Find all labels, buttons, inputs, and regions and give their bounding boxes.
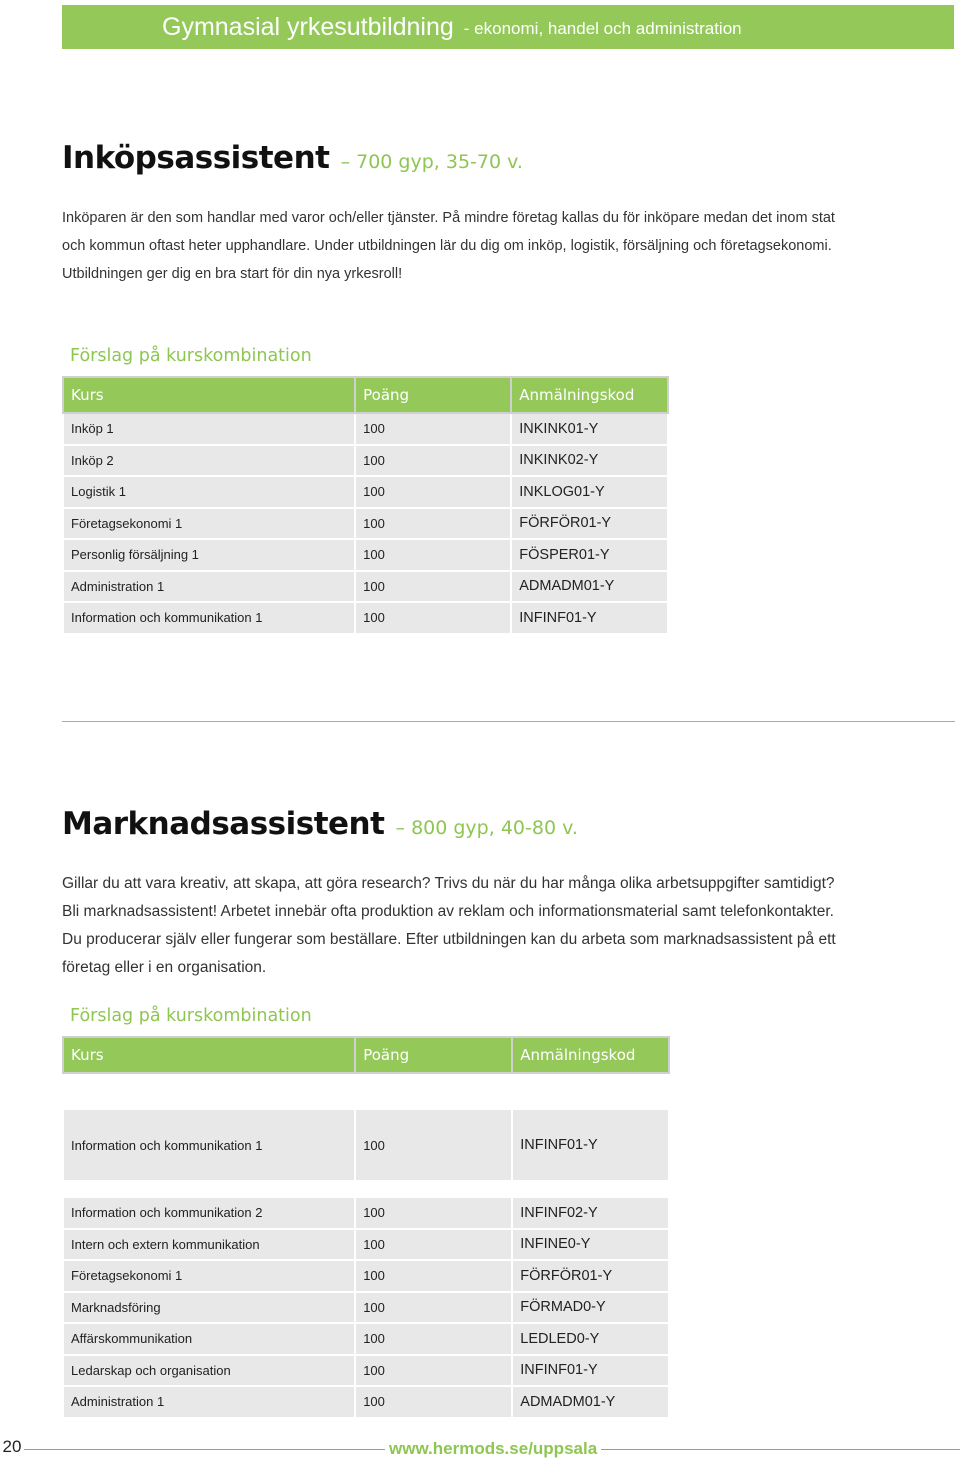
table-row [63, 445, 668, 477]
course-name: Marknadsföring [63, 1292, 355, 1324]
course-code: LEDLED0-Y [512, 1323, 669, 1355]
section-meta: – 800 gyp, 40-80 v. [395, 817, 578, 839]
description-line: Inköparen är den som handlar med varor och/eller tjänster. På mindre företag kallas du för inköpare medan det inom stat [62, 210, 835, 226]
table-row [63, 1292, 669, 1324]
table-row [63, 1323, 669, 1355]
description-line: Bli marknadsassistent! Arbetet innebär ofta produktion av reklam och informationsmaterial samt telefonkontakter. [62, 903, 834, 920]
description-line: Utbildningen ger dig en bra start för din nya yrkesroll! [62, 266, 403, 282]
course-code: FÖRMAD0-Y [512, 1292, 669, 1324]
section-meta: – 700 gyp, 35-70 v. [340, 151, 523, 173]
banner-subtitle: - ekonomi, handel och administration [463, 19, 742, 38]
table-row [63, 1197, 669, 1229]
table-spacer-row [63, 1073, 669, 1109]
course-table-inkopsassistent [62, 376, 669, 635]
course-code: INFINF01-Y [511, 602, 668, 634]
course-points: 100 [355, 413, 511, 445]
section-divider [62, 721, 955, 722]
table-row [63, 602, 668, 634]
course-table-marknadsassistent [62, 1036, 670, 1419]
course-code: ADMADM01-Y [512, 1386, 669, 1418]
course-points: 100 [355, 1323, 512, 1355]
footer-website-link[interactable]: www.hermods.se/uppsala [385, 1439, 601, 1459]
course-code: INFINF01-Y [512, 1355, 669, 1387]
course-points: 100 [355, 571, 511, 603]
table-row [63, 1355, 669, 1387]
course-points: 100 [355, 1260, 512, 1292]
course-code: INFINF02-Y [512, 1197, 669, 1229]
course-code: INKINK01-Y [511, 413, 668, 445]
spacer-cell [512, 1073, 669, 1109]
table-row [63, 413, 668, 445]
course-code: ADMADM01-Y [511, 571, 668, 603]
header-banner [62, 5, 954, 49]
course-code: INFINE0-Y [512, 1229, 669, 1261]
course-name: Affärskommunikation [63, 1323, 355, 1355]
table-header-row [63, 377, 668, 413]
table-row [63, 1386, 669, 1418]
description-line: Gillar du att vara kreativ, att skapa, att göra research? Trivs du när du har många olika arbetsuppgifter samtidigt? [62, 875, 835, 892]
course-code: FÖSPER01-Y [511, 539, 668, 571]
course-points: 100 [355, 1109, 512, 1181]
spacer-cell [355, 1073, 512, 1109]
section-title-inkopsassistent [62, 140, 523, 176]
course-suggestion-heading: Förslag på kurskombination [70, 1006, 312, 1026]
course-name: Intern och extern kommunikation [63, 1229, 355, 1261]
course-points: 100 [355, 508, 511, 540]
spacer-cell [63, 1073, 355, 1109]
spacer-cell [63, 1181, 355, 1197]
table-row [63, 571, 668, 603]
page-number: 20 [2, 1437, 22, 1456]
course-name: Information och kommunikation 1 [63, 602, 355, 634]
course-name: Inköp 1 [63, 413, 355, 445]
course-code: FÖRFÖR01-Y [512, 1260, 669, 1292]
course-name: Företagsekonomi 1 [63, 1260, 355, 1292]
course-code: INKLOG01-Y [511, 476, 668, 508]
table-row [63, 1260, 669, 1292]
table-spacer-row [63, 1181, 669, 1197]
course-suggestion-heading: Förslag på kurskombination [70, 346, 312, 366]
course-name: Information och kommunikation 2 [63, 1197, 355, 1229]
column-header-kod: Anmälningskod [512, 1037, 669, 1073]
course-name: Logistik 1 [63, 476, 355, 508]
course-name: Administration 1 [63, 1386, 355, 1418]
course-name: Information och kommunikation 1 [63, 1109, 355, 1181]
description-line: företag eller i en organisation. [62, 959, 267, 976]
course-points: 100 [355, 1386, 512, 1418]
course-name: Inköp 2 [63, 445, 355, 477]
column-header-kod: Anmälningskod [511, 377, 668, 413]
course-points: 100 [355, 1292, 512, 1324]
column-header-kurs: Kurs [63, 377, 355, 413]
course-name: Ledarskap och organisation [63, 1355, 355, 1387]
table-row [63, 539, 668, 571]
course-code: INFINF01-Y [512, 1109, 669, 1181]
section-name: Inköpsassistent [62, 140, 330, 176]
table-header-row [63, 1037, 669, 1073]
section1-description [62, 204, 835, 288]
table-row [63, 508, 668, 540]
spacer-cell [512, 1181, 669, 1197]
course-points: 100 [355, 476, 511, 508]
course-name: Personlig försäljning 1 [63, 539, 355, 571]
course-points: 100 [355, 1229, 512, 1261]
description-line: och kommun oftast heter upphandlare. Under utbildningen lär du dig om inköp, logistik, försäljning och företagsekonomi. [62, 238, 832, 254]
course-points: 100 [355, 1197, 512, 1229]
course-points: 100 [355, 1355, 512, 1387]
column-header-poang: Poäng [355, 377, 511, 413]
column-header-poang: Poäng [355, 1037, 512, 1073]
course-code: FÖRFÖR01-Y [511, 508, 668, 540]
spacer-cell [355, 1181, 512, 1197]
course-code: INKINK02-Y [511, 445, 668, 477]
table-row [63, 1109, 669, 1181]
section-title-marknadsassistent [62, 806, 578, 842]
course-name: Administration 1 [63, 571, 355, 603]
section2-description [62, 870, 836, 982]
description-line: Du producerar själv eller fungerar som beställare. Efter utbildningen kan du arbeta som marknadsassistent på ett [62, 931, 836, 948]
course-points: 100 [355, 445, 511, 477]
table-row [63, 1229, 669, 1261]
table-row [63, 476, 668, 508]
course-name: Företagsekonomi 1 [63, 508, 355, 540]
course-points: 100 [355, 602, 511, 634]
course-points: 100 [355, 539, 511, 571]
banner-title: Gymnasial yrkesutbildning [162, 12, 454, 41]
column-header-kurs: Kurs [63, 1037, 355, 1073]
section-name: Marknadsassistent [62, 806, 385, 842]
